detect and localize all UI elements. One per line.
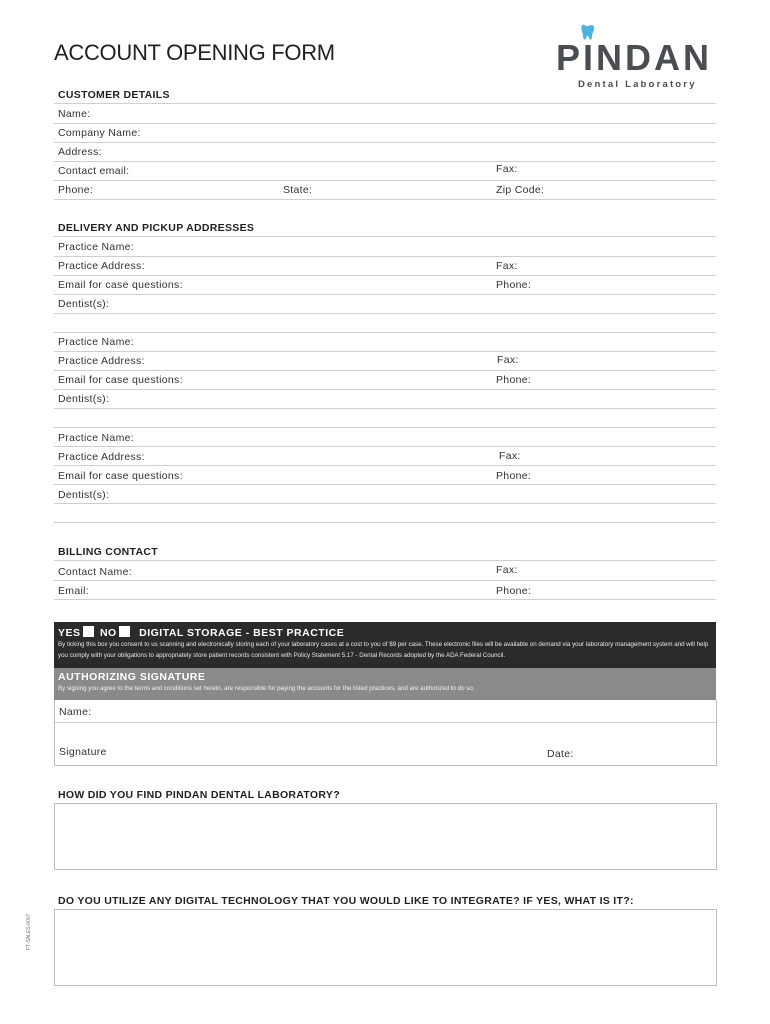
- signature-field[interactable]: [115, 724, 535, 764]
- practice-address-field[interactable]: [54, 256, 716, 276]
- field-label: Practice Address:: [58, 451, 145, 463]
- phone-label: Phone:: [496, 585, 532, 597]
- contact-email-field[interactable]: [54, 161, 716, 181]
- field-label: Dentist(s):: [58, 298, 110, 310]
- customer-details-heading: CUSTOMER DETAILS: [58, 89, 170, 101]
- field-label: Contact Name:: [58, 566, 132, 578]
- auth-name-field[interactable]: [55, 700, 716, 722]
- fax-label: Fax:: [497, 354, 519, 366]
- question-find-textarea[interactable]: [54, 803, 717, 870]
- field-label: Address:: [58, 146, 102, 158]
- fax-label: Fax:: [496, 163, 518, 175]
- customer-name-field[interactable]: [54, 104, 716, 124]
- billing-contact-name-field[interactable]: [54, 561, 716, 581]
- no-label: NO: [99, 627, 117, 639]
- address-field[interactable]: [54, 142, 716, 162]
- field-label: Email:: [58, 585, 89, 597]
- field-label: Name:: [58, 108, 91, 120]
- phone-label: Phone:: [496, 374, 532, 386]
- billing-email-field[interactable]: [54, 580, 716, 600]
- practice-name-field[interactable]: [54, 427, 716, 447]
- logo-subtitle: Dental Laboratory: [578, 79, 697, 90]
- field-label: Dentist(s):: [58, 393, 110, 405]
- field-label: Practice Name:: [58, 432, 134, 444]
- field-label: Practice Name:: [58, 336, 134, 348]
- question-find-heading: HOW DID YOU FIND PINDAN DENTAL LABORATORY?: [58, 789, 340, 801]
- field-label: Contact email:: [58, 165, 130, 177]
- divider: [55, 722, 716, 723]
- case-email-field[interactable]: [54, 370, 716, 390]
- case-email-field[interactable]: [54, 465, 716, 485]
- date-field[interactable]: [580, 740, 710, 764]
- storage-heading: DIGITAL STORAGE - BEST PRACTICE: [139, 627, 345, 639]
- field-label: Email for case questions:: [58, 470, 183, 482]
- signature-area: [54, 700, 717, 766]
- storage-options: [58, 626, 344, 639]
- delivery-heading: DELIVERY AND PICKUP ADDRESSES: [58, 222, 255, 234]
- page-title: ACCOUNT OPENING FORM: [54, 40, 335, 65]
- phone-label: Phone:: [496, 470, 532, 482]
- dentists-field[interactable]: [54, 389, 716, 409]
- practice-name-field[interactable]: [54, 237, 716, 257]
- date-label: Date:: [547, 748, 574, 760]
- yes-checkbox[interactable]: [83, 626, 94, 637]
- dentists-field[interactable]: [54, 484, 716, 504]
- question-tech-textarea[interactable]: [54, 909, 717, 986]
- form-code: FT-SALES-0007: [26, 913, 32, 950]
- phone-label: Phone:: [58, 184, 94, 196]
- practice-address-field[interactable]: [54, 351, 716, 371]
- dentists-extra-line[interactable]: [54, 313, 716, 333]
- field-label: Email for case questions:: [58, 374, 183, 386]
- authorizing-signature-panel: [54, 668, 716, 700]
- field-label: Practice Address:: [58, 355, 145, 367]
- fax-label: Fax:: [496, 564, 518, 576]
- state-label: State:: [283, 184, 313, 196]
- case-email-field[interactable]: [54, 275, 716, 295]
- zip-label: Zip Code:: [496, 184, 545, 196]
- question-tech-heading: DO YOU UTILIZE ANY DIGITAL TECHNOLOGY THAT YOU WOULD LIKE TO INTEGRATE? IF YES, WHAT IS IT?:: [58, 895, 634, 907]
- digital-storage-panel: [54, 622, 716, 668]
- no-checkbox[interactable]: [119, 626, 130, 637]
- practice-name-field[interactable]: [54, 332, 716, 352]
- phone-state-zip-row[interactable]: [54, 180, 716, 200]
- field-label: Dentist(s):: [58, 489, 110, 501]
- signature-label: Signature: [59, 746, 107, 758]
- yes-label: YES: [58, 627, 81, 639]
- phone-label: Phone:: [496, 279, 532, 291]
- practice-address-field[interactable]: [54, 446, 716, 466]
- dentists-extra-line[interactable]: [54, 503, 716, 523]
- logo-wordmark: PINDAN: [556, 37, 713, 78]
- dentists-field[interactable]: [54, 294, 716, 314]
- authorizing-heading: AUTHORIZING SIGNATURE: [58, 671, 206, 683]
- field-label: Practice Name:: [58, 241, 134, 253]
- dentists-extra-line[interactable]: [54, 408, 716, 428]
- authorizing-text: By signing you agree to the terms and conditions set herein, are responsible for paying the accounts for the listed practices, and are authorized to do so.: [58, 685, 475, 692]
- storage-text: By ticking this box you consent to us scanning and electronically storing each of your laboratory cases at a cost to you of $9 per case. These electronic files will be available on demand via your laboratory management system and will help you comply with your obligations to appropriately store patient records consistent with Policy Statement 5.17 - Dental Records adopted by the ADA Federal Council.: [58, 641, 709, 659]
- field-label: Practice Address:: [58, 260, 145, 272]
- billing-heading: BILLING CONTACT: [58, 546, 158, 558]
- fax-label: Fax:: [499, 450, 521, 462]
- company-name-field[interactable]: [54, 123, 716, 143]
- field-label: Email for case questions:: [58, 279, 183, 291]
- field-label: Company Name:: [58, 127, 141, 139]
- auth-name-label: Name:: [59, 706, 92, 718]
- fax-label: Fax:: [496, 260, 518, 272]
